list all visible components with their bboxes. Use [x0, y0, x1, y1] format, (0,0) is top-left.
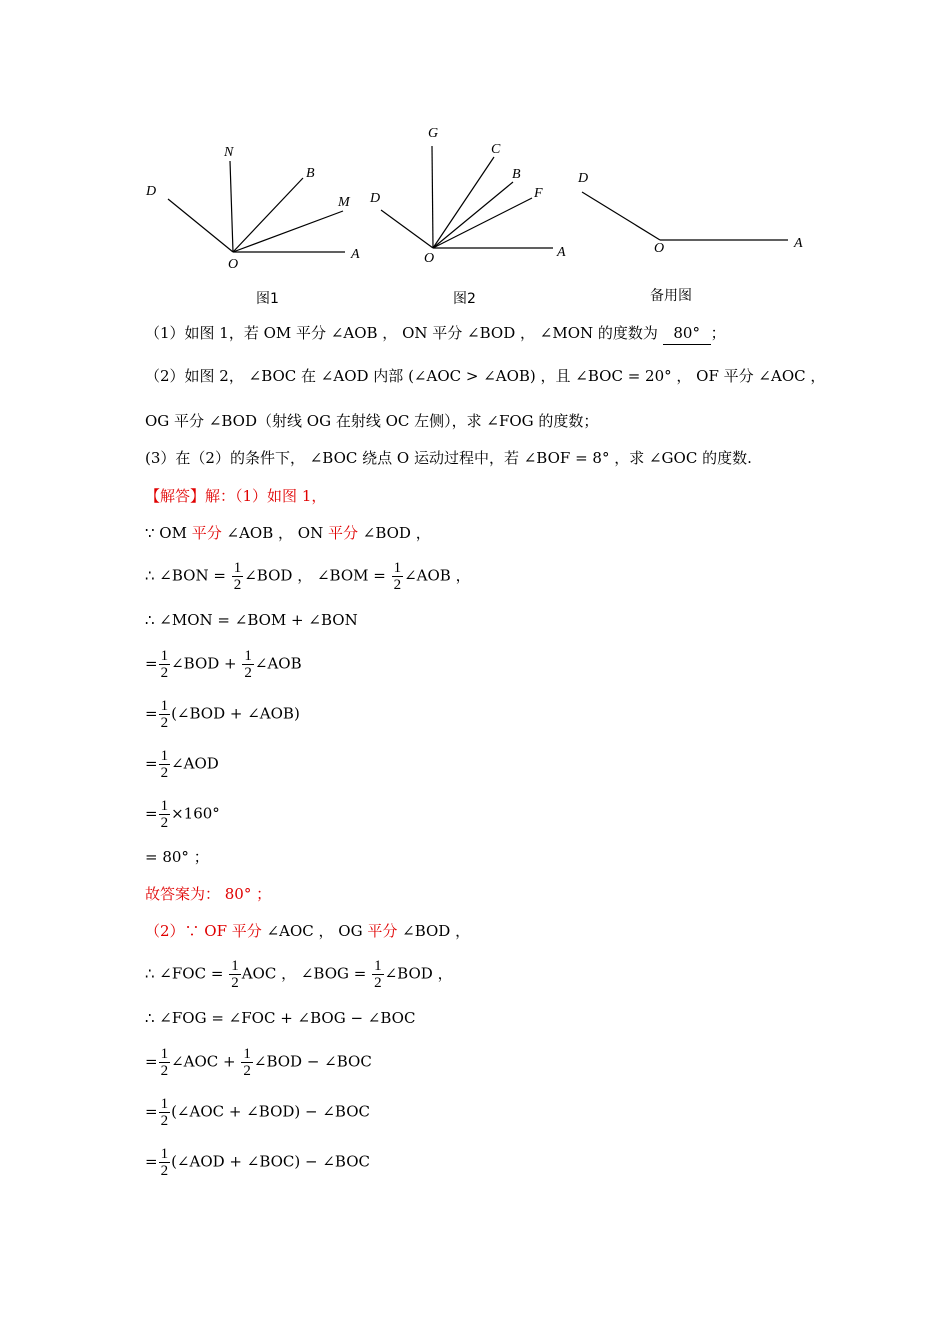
solution-step-3: ∴ ∠MON = ∠BOM + ∠BON: [145, 611, 358, 629]
solution-tag: 【解答】: [145, 487, 206, 505]
label-n: N: [224, 145, 234, 160]
label-d: D: [370, 191, 381, 206]
solution-step-4: = $\frac{1}{2}$ ∠BOD + $\frac{1}{2}$ ∠AOB: [145, 648, 302, 681]
solution-part-2: （2）∵ OF 平分 ∠AOC ， OG 平分 ∠BOD ，: [145, 922, 471, 940]
figure-2-diagram: [365, 120, 575, 270]
ray-of: [433, 198, 532, 248]
fraction: $\frac{1}{2}$: [160, 748, 169, 781]
label-o: O: [424, 251, 435, 266]
figure-2: [365, 120, 575, 270]
label-a: A: [351, 247, 360, 262]
solution-part-2-step-5: = $\frac{1}{2}$ (∠AOD + ∠BOC) − ∠BOC: [145, 1146, 371, 1179]
fraction: $\frac{1}{2}$: [243, 1046, 251, 1079]
label-a: A: [557, 245, 566, 260]
answer-line: 故答案为： 80° ；: [145, 885, 272, 903]
fraction: $\frac{1}{2}$: [160, 1096, 169, 1129]
question-2-line-2: OG 平分 ∠BOD（射线 OG 在射线 OC 左侧），求 ∠FOG 的度数；: [145, 412, 599, 430]
solution-step-8: = 80° ；: [145, 848, 209, 866]
label-d: D: [146, 184, 157, 199]
ray-ob: [233, 178, 303, 252]
figure-1-caption: 图1: [256, 291, 279, 307]
fraction: $\frac{1}{2}$: [244, 648, 252, 681]
ray-ob: [433, 182, 513, 248]
label-o: O: [228, 257, 239, 272]
label-b: B: [512, 167, 521, 182]
solution-step-1: ∵ OM 平分 ∠AOB ， ON 平分 ∠BOD ，: [145, 524, 431, 542]
question-3: (3）在（2）的条件下， ∠BOC 绕点 O 运动过程中，若 ∠BOF = 8° ，求 ∠GOC 的度数.: [145, 449, 752, 467]
ray-od: [381, 210, 433, 248]
fraction: $\frac{1}{2}$: [160, 648, 169, 681]
figure-3-caption: 备用图: [650, 288, 692, 304]
fraction: $\frac{1}{2}$: [233, 560, 242, 593]
label-f: F: [534, 186, 543, 201]
fraction: $\frac{1}{2}$: [374, 958, 382, 991]
solution-step-6: = $\frac{1}{2}$ ∠AOD: [145, 748, 219, 781]
label-d: D: [578, 171, 589, 186]
label-a: A: [794, 236, 803, 251]
question-1: （1）如图 1，若 OM 平分 ∠AOB ， ON 平分 ∠BOD ， ∠MON 的度数为 80° ；: [145, 322, 726, 345]
label-m: M: [338, 195, 350, 210]
fraction: $\frac{1}{2}$: [160, 798, 169, 831]
figure-1-diagram: [140, 135, 380, 275]
ray-on: [230, 161, 233, 252]
fraction: $\frac{1}{2}$: [160, 1146, 169, 1179]
fraction: $\frac{1}{2}$: [231, 958, 239, 991]
solution-part-2-step-2: ∴ ∠FOG = ∠FOC + ∠BOG − ∠BOC: [145, 1009, 416, 1027]
fraction: $\frac{1}{2}$: [393, 560, 402, 593]
fraction: $\frac{1}{2}$: [160, 1046, 169, 1079]
solution-step-2: ∴ ∠BON = $\frac{1}{2}$ ∠BOD ， ∠BOM = $\frac{1}{2}$ ∠AOB ，: [145, 560, 471, 593]
figure-3: [570, 160, 820, 260]
figure-2-caption: 图2: [453, 291, 476, 307]
label-g: G: [428, 126, 439, 141]
ray-od: [168, 199, 233, 252]
ray-om: [233, 211, 343, 252]
solution-heading: 【解答】解：（1）如图 1，: [145, 487, 327, 505]
label-o: O: [654, 241, 665, 256]
ray-oc: [433, 157, 494, 248]
figure-3-diagram: [570, 160, 820, 260]
ray-od: [582, 192, 660, 240]
solution-step-5: = $\frac{1}{2}$ (∠BOD + ∠AOB): [145, 698, 300, 731]
question-2-line-1: （2）如图 2， ∠BOC 在 ∠AOD 内部 (∠AOC > ∠AOB) ，且 ∠BOC = 20° ， OF 平分 ∠AOC ，: [145, 367, 826, 385]
label-c: C: [491, 142, 501, 157]
solution-part-2-step-4: = $\frac{1}{2}$ (∠AOC + ∠BOD) − ∠BOC: [145, 1096, 371, 1129]
solution-part-2-step-3: = $\frac{1}{2}$ ∠AOC + $\frac{1}{2}$ ∠BOD − ∠BOC: [145, 1046, 372, 1079]
label-b: B: [306, 166, 315, 181]
fraction: $\frac{1}{2}$: [160, 698, 169, 731]
solution-step-7: = $\frac{1}{2}$ ×160°: [145, 798, 220, 831]
figure-1: [140, 135, 380, 275]
solution-part-2-step-1: ∴ ∠FOC = $\frac{1}{2}$ AOC ， ∠BOG = $\frac{1}{2}$ ∠BOD ，: [145, 958, 453, 991]
answer-blank: 80°: [663, 322, 711, 345]
ray-og: [432, 146, 433, 248]
